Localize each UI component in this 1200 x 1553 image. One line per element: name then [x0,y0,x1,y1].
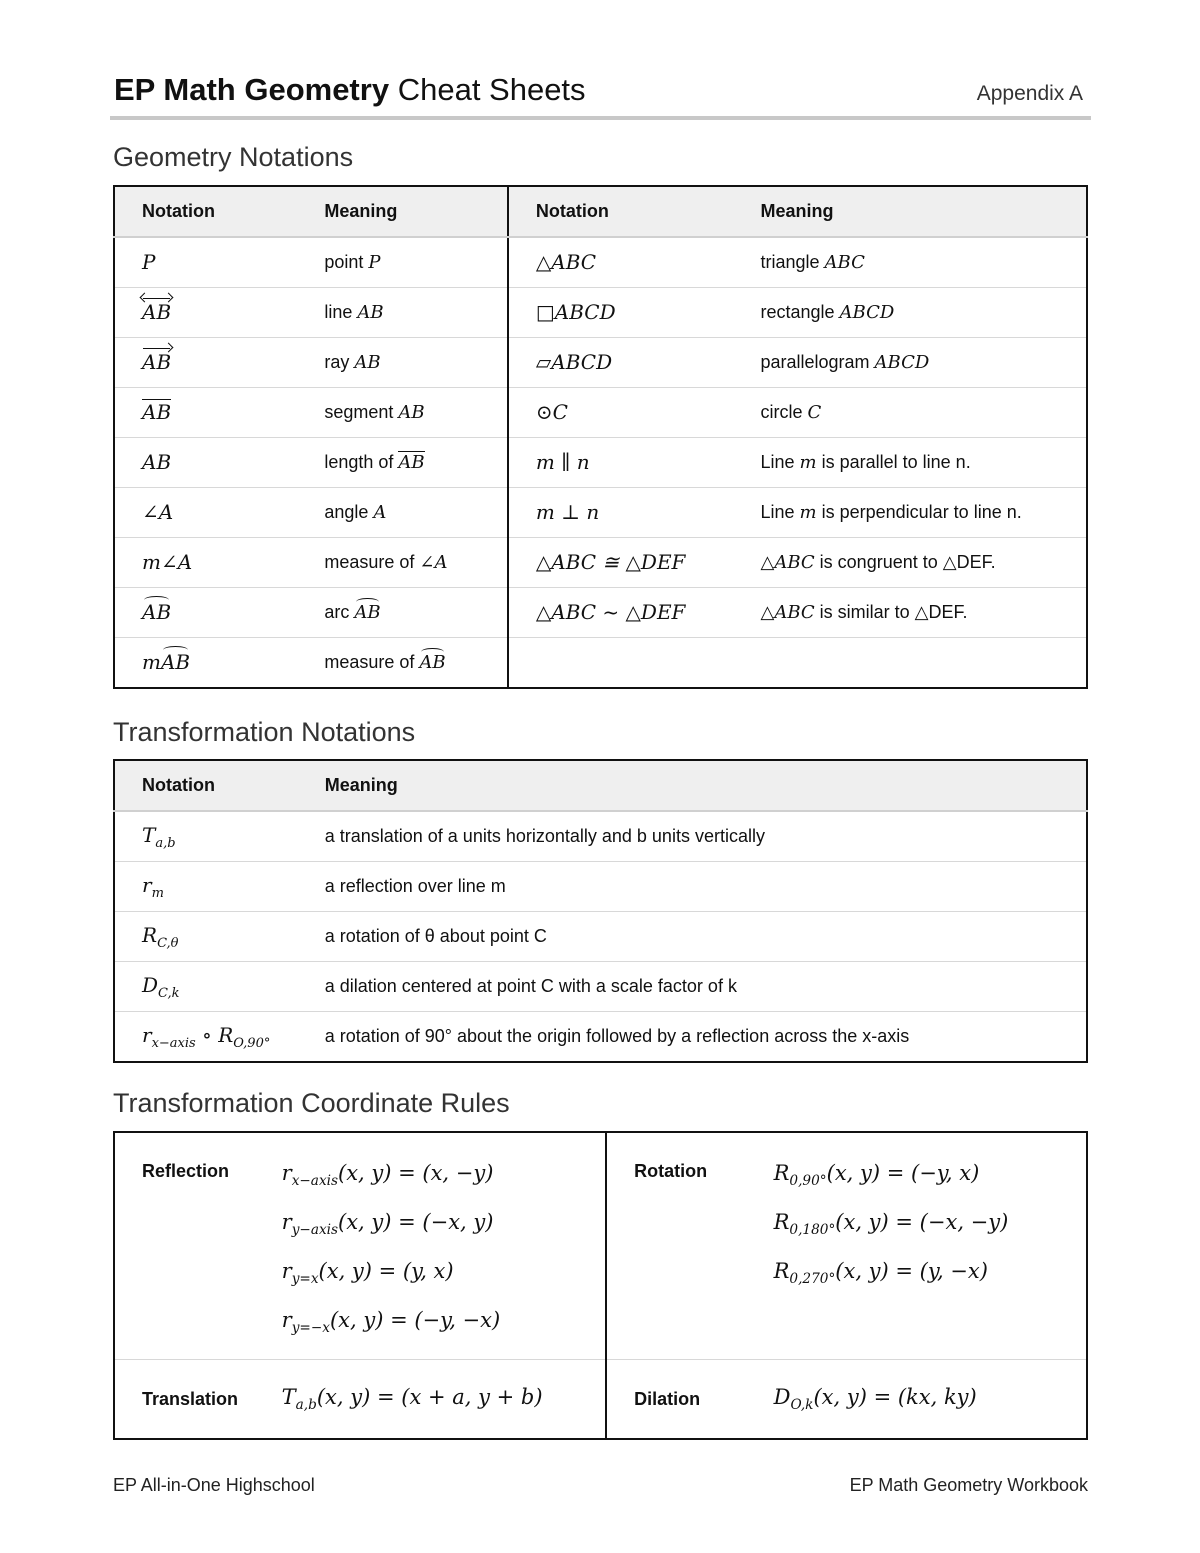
notation-cell [114,962,298,1012]
meaning-cell [733,538,1087,588]
rule-base: r [281,1161,292,1185]
rule-base: r [281,1308,292,1332]
rules-section-title: Transformation Coordinate Rules [113,1088,510,1118]
math-notation: m ⊥ n [535,500,600,524]
rule-subscript: y=−x [291,1320,330,1337]
rule-base: T [281,1384,296,1409]
math-notation: A [373,502,387,523]
header-meaning: Meaning [297,186,508,237]
meaning-text: triangle [760,252,825,272]
rule-subscript: O,k [790,1397,814,1414]
meaning-cell [733,237,1087,288]
meaning-text: Line [760,452,800,472]
meaning-cell [733,438,1087,488]
rule-formula [282,1385,606,1413]
math-notation [142,972,180,1001]
rule-subscript: y−axis [291,1222,339,1239]
meaning-cell: a translation of a units horizontally and b units vertically [298,811,1087,862]
geometry-section-title: Geometry Notations [113,142,354,172]
notation-subscript: O,90° [233,1035,271,1051]
notation-cell [114,912,298,962]
meaning-cell [733,338,1087,388]
math-notation: m [799,502,817,523]
rule-subscript: y=x [291,1271,319,1288]
meaning-cell: a rotation of θ about point C [298,912,1087,962]
rule-base: r [281,1210,292,1234]
math-notation: m [799,452,817,473]
notation-cell [508,388,734,438]
notation-cell [114,338,297,388]
rule-subscript: 0,90° [789,1173,827,1190]
rule-equation: (x, y) = (x, −y) [338,1161,494,1185]
meaning-text: angle [324,502,374,522]
meaning-text: segment [324,402,399,422]
table-row [114,488,1087,538]
measure-prefix: m [142,650,161,674]
notation-cell [114,488,297,538]
rule-subscript: a,b [295,1397,317,1414]
notation-subscript: C,k [158,985,180,1001]
notation-cell [114,862,298,912]
notation-compose: ∘ R [195,1022,234,1047]
notation-subscript: a,b [155,835,176,851]
meaning-text: point [324,252,369,272]
meaning-text: is similar to △DEF. [814,602,968,622]
table-row [114,638,1087,689]
table-row [114,237,1087,288]
arrow-left-head [140,293,150,303]
math-notation: P [368,252,381,273]
table-row [114,338,1087,388]
math-notation: ABCD [839,302,895,323]
math-notation [142,822,176,851]
rule-equation: (x, y) = (−x, −y) [835,1210,1009,1234]
arc-symbol: AB [142,600,172,624]
meaning-text: arc [324,602,355,622]
math-notation: AB [398,402,425,423]
page-header [110,70,1091,120]
meaning-cell: a dilation centered at point C with a scale factor of k [298,962,1087,1012]
notation-base: R [142,922,158,947]
table-row [114,912,1087,962]
appendix-label: Appendix A [976,82,1083,105]
notation-cell [508,638,734,689]
notation-cell [508,488,734,538]
notation-subscript: C,θ [157,935,179,951]
header-notation: Notation [508,186,734,237]
meaning-text: parallelogram [760,352,875,372]
notation-cell [114,588,297,638]
meaning-cell [733,388,1087,438]
meaning-cell [297,488,508,538]
notation-cell [508,338,734,388]
geometry-table-body [114,237,1087,688]
rule-formula [774,1385,1086,1413]
meaning-text: length of [324,452,399,472]
notation-subscript: m [151,885,164,901]
meaning-cell [297,288,508,338]
math-notation [142,922,179,951]
meaning-text: is parallel to line n. [816,452,971,472]
notation-cell [114,811,298,862]
math-notation: AB [142,450,172,474]
math-notation [142,400,171,424]
footer-right: EP Math Geometry Workbook [849,1475,1088,1495]
translation-rule [282,1360,607,1440]
meaning-cell [297,588,508,638]
rule-formula [282,1308,606,1338]
meaning-cell [297,388,508,438]
rotation-rules [774,1132,1087,1360]
rule-equation: (x, y) = (−x, y) [338,1210,494,1234]
rule-formula [282,1259,606,1308]
notation-cell [114,288,297,338]
notation-cell [508,288,734,338]
rule-subscript: 0,270° [789,1271,836,1288]
rule-formula [282,1161,606,1210]
ray-symbol: AB [142,350,172,374]
rule-equation: (x, y) = (−y, x) [826,1161,980,1185]
math-notation: △ABC [760,602,815,623]
rule-equation: (x, y) = (kx, ky) [813,1384,977,1409]
meaning-cell: a reflection over line m [298,862,1087,912]
meaning-cell [297,638,508,689]
table-row [114,811,1087,862]
rule-equation: (x, y) = (x + a, y + b) [316,1384,543,1409]
table-row [114,588,1087,638]
table-row [114,438,1087,488]
meaning-cell [733,588,1087,638]
meaning-cell [297,538,508,588]
page-title [114,72,586,108]
dilation-rule [774,1360,1087,1440]
notation-cell [114,1012,298,1063]
meaning-text: measure of [324,652,420,672]
notation-cell [114,538,297,588]
transformation-table-body [114,811,1087,1062]
arc-symbol: AB [419,652,446,673]
translation-label: Translation [114,1360,282,1440]
math-notation [142,300,171,324]
table-row [114,862,1087,912]
math-notation: △ABC [760,552,815,573]
meaning-cell [733,288,1087,338]
math-notation [142,872,164,901]
math-notation: △ABC ~ △DEF [535,600,686,624]
math-notation: m ∥ n [535,450,590,474]
meaning-text: is perpendicular to line n. [816,502,1022,522]
arc-symbol: AB [354,602,381,623]
rule-formula [774,1161,1086,1210]
title-light: Cheat Sheets [397,72,586,107]
math-notation: ABC [824,252,865,273]
table-row [114,1012,1087,1063]
math-notation: □ABCD [535,300,616,324]
table-row [114,388,1087,438]
notation-cell [114,638,297,689]
title-bold: EP Math Geometry [114,72,390,107]
rule-base: R [773,1259,790,1283]
meaning-text: rectangle [760,302,840,322]
math-notation: ▱ABCD [535,350,613,374]
math-notation: △ABC ≅ △DEF [535,550,686,574]
math-notation [398,452,424,473]
meaning-text: is congruent to △DEF. [814,552,996,572]
notation-cell [508,438,734,488]
math-notation [142,1022,271,1051]
rule-subscript: x−axis [291,1173,338,1190]
notation-cell [508,538,734,588]
rule-formula [282,1210,606,1259]
math-notation: ⊙C [535,400,568,424]
meaning-cell [297,237,508,288]
notation-base: D [142,972,159,997]
notation-cell [114,388,297,438]
header-meaning: Meaning [298,760,1087,811]
reflection-label: Reflection [142,1161,230,1181]
notation-base: r [142,1022,152,1047]
meaning-cell [297,338,508,388]
meaning-cell [297,438,508,488]
rule-base: R [773,1161,790,1185]
segment-symbol: AB [142,400,172,424]
table-row [114,538,1087,588]
meaning-text: circle [760,402,808,422]
rule-formula [774,1210,1086,1259]
rule-equation: (x, y) = (−y, −x) [329,1308,501,1332]
header-notation: Notation [114,186,297,237]
meaning-text: ray [324,352,355,372]
math-notation: AB [357,302,384,323]
math-notation: △ABC [535,250,597,274]
rule-equation: (x, y) = (y, −x) [835,1259,988,1283]
math-notation [142,600,171,624]
notation-cell [114,237,297,288]
notation-subscript: x−axis [151,1035,196,1051]
rule-equation: (x, y) = (y, x) [318,1259,454,1283]
geometry-notations-table [113,185,1088,689]
meaning-cell [733,638,1087,689]
meaning-cell [733,488,1087,538]
math-notation: ABCD [874,352,930,373]
notation-cell [114,438,297,488]
header-meaning: Meaning [733,186,1087,237]
math-notation: P [142,250,156,274]
dilation-label: Dilation [606,1360,773,1440]
math-notation: ∠A [142,500,174,524]
rule-formula [774,1259,1086,1289]
notation-cell [508,588,734,638]
coordinate-rules-table [113,1131,1088,1440]
math-notation [142,350,171,374]
transformation-section-title: Transformation Notations [113,717,416,747]
rule-subscript: 0,180° [789,1222,836,1239]
rule-base: D [773,1384,791,1409]
transformation-notations-table [113,759,1088,1063]
rotation-label: Rotation [634,1161,708,1181]
segment-symbol: AB [398,452,425,473]
rule-base: R [773,1210,790,1234]
math-notation [419,652,445,673]
notation-cell [508,237,734,288]
header-notation: Notation [114,760,298,811]
math-notation: m∠A [142,550,193,574]
table-row [114,962,1087,1012]
meaning-text: line [324,302,358,322]
notation-base: T [142,822,156,847]
meaning-text: measure of [324,552,420,572]
reflection-rules [282,1132,607,1360]
table-row [114,288,1087,338]
notation-base: r [142,872,152,897]
math-notation [142,650,190,674]
math-notation: AB [354,352,381,373]
math-notation [354,602,380,623]
math-notation: ∠A [419,552,448,573]
rule-base: r [281,1259,292,1283]
arc-symbol: AB [160,650,191,674]
meaning-cell: a rotation of 90° about the origin followed by a reflection across the x-axis [324,1026,910,1046]
math-notation: C [807,402,822,423]
meaning-text: Line [760,502,800,522]
footer-left: EP All-in-One Highschool [113,1475,315,1495]
line-symbol: AB [142,300,171,324]
